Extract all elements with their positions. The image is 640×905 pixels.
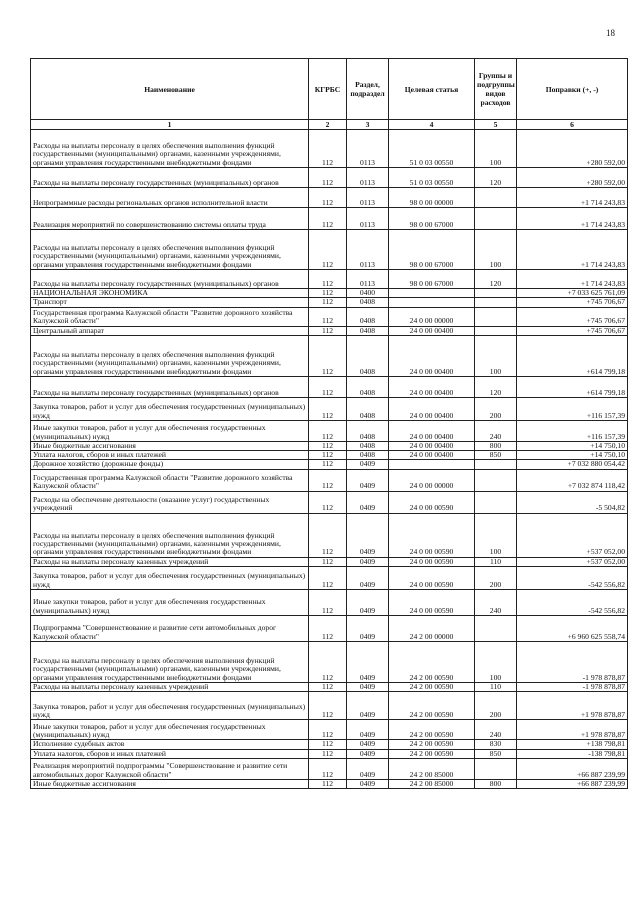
row-amendment: +116 157,39 xyxy=(517,397,628,420)
row-amendment: +1 714 243,83 xyxy=(517,270,628,289)
row-name: Иные бюджетные ассигнования xyxy=(31,779,309,788)
row-amendment: -542 556,82 xyxy=(517,590,628,616)
table-row xyxy=(31,420,628,441)
table-row xyxy=(31,557,628,566)
row-kgrbs: 112 xyxy=(309,720,347,740)
table-row xyxy=(31,683,628,692)
row-name: Расходы на выплаты персоналу в целях обеспечения выполнения функций государственными (муниципальными) органами, казенными учреждениями, органами управления государственными внебюджетными фондами xyxy=(31,230,309,270)
table-row xyxy=(31,740,628,749)
table-row xyxy=(31,335,628,376)
row-article: 24 0 00 00590 xyxy=(389,567,475,590)
row-razdel: 0113 xyxy=(347,208,389,230)
row-group: 240 xyxy=(475,720,517,740)
row-group: 100 xyxy=(475,130,517,168)
row-article: 51 0 03 00550 xyxy=(389,130,475,168)
row-amendment: +1 978 878,87 xyxy=(517,720,628,740)
row-amendment: +6 960 625 558,74 xyxy=(517,616,628,642)
row-article: 24 0 00 00000 xyxy=(389,469,475,491)
page-number: 18 xyxy=(606,28,615,38)
row-razdel: 0408 xyxy=(347,451,389,460)
row-name: Дорожное хозяйство (дорожные фонды) xyxy=(31,460,309,469)
row-razdel: 0408 xyxy=(347,376,389,397)
row-kgrbs: 112 xyxy=(309,758,347,779)
row-group xyxy=(475,298,517,307)
row-name: Иные закупки товаров, работ и услуг для обеспечения государственных (муниципальных) нужд xyxy=(31,590,309,616)
row-name: Расходы на выплаты персоналу в целях обеспечения выполнения функций государственными (муниципальными) органами, казенными учреждениями, органами управления государственными внебюджетными фондами xyxy=(31,335,309,376)
budget-amendments-table xyxy=(30,58,628,789)
row-kgrbs: 112 xyxy=(309,469,347,491)
row-razdel: 0113 xyxy=(347,168,389,188)
header-group: Группы и подгруппы видов расходов xyxy=(475,59,517,120)
row-kgrbs: 112 xyxy=(309,230,347,270)
row-group: 830 xyxy=(475,740,517,749)
row-group: 100 xyxy=(475,335,517,376)
colnum-5: 5 xyxy=(475,120,517,130)
row-amendment: +745 706,67 xyxy=(517,298,628,307)
row-group: 100 xyxy=(475,513,517,557)
row-kgrbs: 112 xyxy=(309,298,347,307)
colnum-4: 4 xyxy=(389,120,475,130)
row-amendment: +1 714 243,83 xyxy=(517,208,628,230)
table-row xyxy=(31,441,628,450)
colnum-1: 1 xyxy=(31,120,309,130)
row-kgrbs: 112 xyxy=(309,749,347,758)
row-article: 24 0 00 00590 xyxy=(389,590,475,616)
row-article: 24 0 00 00400 xyxy=(389,420,475,441)
row-name: Расходы на выплаты персоналу в целях обеспечения выполнения функций государственными (муниципальными) органами, казенными учреждениями, органами управления государственными внебюджетными фондами xyxy=(31,513,309,557)
row-name: Уплата налогов, сборов и иных платежей xyxy=(31,451,309,460)
row-razdel: 0113 xyxy=(347,270,389,289)
row-razdel: 0408 xyxy=(347,326,389,335)
row-razdel: 0408 xyxy=(347,420,389,441)
row-article: 24 0 00 00590 xyxy=(389,513,475,557)
colnum-3: 3 xyxy=(347,120,389,130)
row-kgrbs: 112 xyxy=(309,590,347,616)
row-article: 51 0 03 00550 xyxy=(389,168,475,188)
colnum-2: 2 xyxy=(309,120,347,130)
row-kgrbs: 112 xyxy=(309,441,347,450)
row-group: 120 xyxy=(475,270,517,289)
row-kgrbs: 112 xyxy=(309,397,347,420)
row-kgrbs: 112 xyxy=(309,616,347,642)
row-amendment: +14 750,10 xyxy=(517,441,628,450)
row-name: Расходы на выплаты персоналу казенных учреждений xyxy=(31,683,309,692)
row-kgrbs: 112 xyxy=(309,270,347,289)
table-row xyxy=(31,326,628,335)
row-article: 24 0 00 00590 xyxy=(389,491,475,513)
row-razdel: 0408 xyxy=(347,397,389,420)
row-amendment: -138 798,81 xyxy=(517,749,628,758)
row-article: 24 0 00 00400 xyxy=(389,376,475,397)
header-amend: Поправки (+, -) xyxy=(517,59,628,120)
row-group xyxy=(475,758,517,779)
row-article: 24 2 00 85000 xyxy=(389,758,475,779)
row-article: 24 0 00 00400 xyxy=(389,451,475,460)
row-razdel: 0409 xyxy=(347,749,389,758)
table-row xyxy=(31,298,628,307)
row-group: 240 xyxy=(475,590,517,616)
table-row xyxy=(31,289,628,298)
table-row xyxy=(31,491,628,513)
row-group xyxy=(475,188,517,208)
row-amendment: +537 052,00 xyxy=(517,513,628,557)
row-amendment: +745 706,67 xyxy=(517,307,628,326)
row-name: Закупка товаров, работ и услуг для обеспечения государственных (муниципальных) нужд xyxy=(31,692,309,720)
row-article: 24 2 00 00590 xyxy=(389,720,475,740)
row-kgrbs: 112 xyxy=(309,557,347,566)
row-name: Непрограммные расходы региональных органов исполнительной власти xyxy=(31,188,309,208)
table-row xyxy=(31,749,628,758)
row-name: Расходы на выплаты персоналу в целях обеспечения выполнения функций государственными (муниципальными) органами, казенными учреждениями, органами управления государственными внебюджетными фондами xyxy=(31,130,309,168)
row-amendment: +1 714 243,83 xyxy=(517,188,628,208)
row-name: Подпрограмма "Совершенствование и развитие сети автомобильных дорог Калужской области" xyxy=(31,616,309,642)
row-group: 100 xyxy=(475,230,517,270)
row-razdel: 0408 xyxy=(347,298,389,307)
row-article: 24 0 00 00400 xyxy=(389,335,475,376)
row-group xyxy=(475,208,517,230)
table-row xyxy=(31,567,628,590)
row-kgrbs: 112 xyxy=(309,289,347,298)
row-group: 200 xyxy=(475,397,517,420)
row-name: Расходы на выплаты персоналу государственных (муниципальных) органов xyxy=(31,270,309,289)
row-kgrbs: 112 xyxy=(309,460,347,469)
row-amendment: -542 556,82 xyxy=(517,567,628,590)
row-kgrbs: 112 xyxy=(309,683,347,692)
row-razdel: 0409 xyxy=(347,469,389,491)
row-article: 24 2 00 00590 xyxy=(389,692,475,720)
row-kgrbs: 112 xyxy=(309,491,347,513)
row-article: 24 2 00 00590 xyxy=(389,683,475,692)
row-amendment: +66 887 239,99 xyxy=(517,779,628,788)
table-row xyxy=(31,460,628,469)
row-kgrbs: 112 xyxy=(309,208,347,230)
row-amendment: +614 799,18 xyxy=(517,335,628,376)
row-article: 24 2 00 00000 xyxy=(389,616,475,642)
row-razdel: 0113 xyxy=(347,130,389,168)
header-razdel: Раздел, подраздел xyxy=(347,59,389,120)
row-razdel: 0409 xyxy=(347,460,389,469)
row-razdel: 0113 xyxy=(347,230,389,270)
row-group: 850 xyxy=(475,451,517,460)
row-razdel: 0409 xyxy=(347,683,389,692)
row-group: 800 xyxy=(475,441,517,450)
row-kgrbs: 112 xyxy=(309,376,347,397)
row-razdel: 0113 xyxy=(347,188,389,208)
table-row xyxy=(31,692,628,720)
row-razdel: 0409 xyxy=(347,642,389,683)
row-amendment: -1 978 878,87 xyxy=(517,642,628,683)
table-row xyxy=(31,616,628,642)
row-kgrbs: 112 xyxy=(309,130,347,168)
table-row xyxy=(31,188,628,208)
row-amendment: +1 978 878,87 xyxy=(517,692,628,720)
row-name: Государственная программа Калужской области "Развитие дорожного хозяйства Калужской области" xyxy=(31,469,309,491)
row-amendment: +537 052,00 xyxy=(517,557,628,566)
row-article: 24 2 00 00590 xyxy=(389,740,475,749)
row-kgrbs: 112 xyxy=(309,326,347,335)
row-razdel: 0409 xyxy=(347,692,389,720)
row-group: 120 xyxy=(475,376,517,397)
row-group: 200 xyxy=(475,567,517,590)
colnum-6: 6 xyxy=(517,120,628,130)
row-group xyxy=(475,616,517,642)
row-group: 110 xyxy=(475,557,517,566)
row-name: Реализация мероприятий по совершенствованию системы оплаты труда xyxy=(31,208,309,230)
row-article: 24 2 00 85000 xyxy=(389,779,475,788)
row-razdel: 0409 xyxy=(347,491,389,513)
row-razdel: 0409 xyxy=(347,740,389,749)
row-razdel: 0409 xyxy=(347,513,389,557)
row-razdel: 0409 xyxy=(347,720,389,740)
row-amendment: -5 504,82 xyxy=(517,491,628,513)
row-kgrbs: 112 xyxy=(309,642,347,683)
row-razdel: 0409 xyxy=(347,758,389,779)
row-group xyxy=(475,491,517,513)
row-razdel: 0409 xyxy=(347,557,389,566)
row-amendment: +14 750,10 xyxy=(517,451,628,460)
row-amendment: +614 799,18 xyxy=(517,376,628,397)
row-group: 120 xyxy=(475,168,517,188)
row-amendment: +280 592,00 xyxy=(517,130,628,168)
row-amendment: +1 714 243,83 xyxy=(517,230,628,270)
row-kgrbs: 112 xyxy=(309,513,347,557)
table-row xyxy=(31,270,628,289)
row-name: Центральный аппарат xyxy=(31,326,309,335)
row-amendment: +745 706,67 xyxy=(517,326,628,335)
row-razdel: 0408 xyxy=(347,335,389,376)
row-article: 98 0 00 67000 xyxy=(389,230,475,270)
row-name: Расходы на выплаты персоналу государственных (муниципальных) органов xyxy=(31,376,309,397)
row-group: 100 xyxy=(475,642,517,683)
row-kgrbs: 112 xyxy=(309,567,347,590)
row-name: Закупка товаров, работ и услуг для обеспечения государственных (муниципальных) нужд xyxy=(31,397,309,420)
row-article: 24 2 00 00590 xyxy=(389,749,475,758)
row-group: 850 xyxy=(475,749,517,758)
row-group: 110 xyxy=(475,683,517,692)
row-group xyxy=(475,326,517,335)
table-row xyxy=(31,230,628,270)
row-razdel: 0409 xyxy=(347,779,389,788)
row-amendment: +7 033 625 761,09 xyxy=(517,289,628,298)
row-amendment: +66 887 239,99 xyxy=(517,758,628,779)
table-row xyxy=(31,168,628,188)
row-name: Транспорт xyxy=(31,298,309,307)
row-article: 24 0 00 00400 xyxy=(389,326,475,335)
table-row xyxy=(31,397,628,420)
row-article xyxy=(389,460,475,469)
row-name: Иные закупки товаров, работ и услуг для обеспечения государственных (муниципальных) нужд xyxy=(31,720,309,740)
row-kgrbs: 112 xyxy=(309,779,347,788)
row-group: 800 xyxy=(475,779,517,788)
row-name: Исполнение судебных актов xyxy=(31,740,309,749)
row-name: Расходы на обеспечение деятельности (оказание услуг) государственных учреждений xyxy=(31,491,309,513)
header-name: Наименование xyxy=(31,59,309,120)
row-article: 98 0 00 67000 xyxy=(389,208,475,230)
row-razdel: 0409 xyxy=(347,567,389,590)
table-row xyxy=(31,307,628,326)
row-razdel: 0408 xyxy=(347,441,389,450)
table-row xyxy=(31,130,628,168)
row-group xyxy=(475,460,517,469)
header-kgrbs: КГРБС xyxy=(309,59,347,120)
row-group: 200 xyxy=(475,692,517,720)
row-kgrbs: 112 xyxy=(309,420,347,441)
row-amendment: +116 157,39 xyxy=(517,420,628,441)
row-article: 24 0 00 00400 xyxy=(389,441,475,450)
table-row xyxy=(31,469,628,491)
row-amendment: +7 032 874 118,42 xyxy=(517,469,628,491)
table-body xyxy=(31,130,628,789)
row-group xyxy=(475,289,517,298)
row-razdel: 0400 xyxy=(347,289,389,298)
table-row xyxy=(31,642,628,683)
row-group: 240 xyxy=(475,420,517,441)
row-article xyxy=(389,289,475,298)
table-row xyxy=(31,758,628,779)
table-row xyxy=(31,513,628,557)
table-row xyxy=(31,720,628,740)
row-amendment: +280 592,00 xyxy=(517,168,628,188)
row-kgrbs: 112 xyxy=(309,692,347,720)
row-article: 24 0 00 00400 xyxy=(389,397,475,420)
row-article: 24 0 00 00590 xyxy=(389,557,475,566)
row-name: Государственная программа Калужской области "Развитие дорожного хозяйства Калужской области" xyxy=(31,307,309,326)
row-article: 98 0 00 00000 xyxy=(389,188,475,208)
row-razdel: 0408 xyxy=(347,307,389,326)
row-amendment: +138 798,81 xyxy=(517,740,628,749)
row-name: Расходы на выплаты персоналу в целях обеспечения выполнения функций государственными (муниципальными) органами, казенными учреждениями, органами управления государственными внебюджетными фондами xyxy=(31,642,309,683)
row-kgrbs: 112 xyxy=(309,168,347,188)
row-name: НАЦИОНАЛЬНАЯ ЭКОНОМИКА xyxy=(31,289,309,298)
row-group xyxy=(475,307,517,326)
row-name: Уплата налогов, сборов и иных платежей xyxy=(31,749,309,758)
row-group xyxy=(475,469,517,491)
row-kgrbs: 112 xyxy=(309,188,347,208)
row-article xyxy=(389,298,475,307)
table-row xyxy=(31,376,628,397)
row-name: Иные бюджетные ассигнования xyxy=(31,441,309,450)
row-amendment: -1 978 878,87 xyxy=(517,683,628,692)
row-name: Реализация мероприятий подпрограммы "Совершенствование и развитие сети автомобильных дорог Калужской области" xyxy=(31,758,309,779)
row-razdel: 0409 xyxy=(347,590,389,616)
row-razdel: 0409 xyxy=(347,616,389,642)
row-article: 98 0 00 67000 xyxy=(389,270,475,289)
row-kgrbs: 112 xyxy=(309,307,347,326)
row-name: Иные закупки товаров, работ и услуг для обеспечения государственных (муниципальных) нужд xyxy=(31,420,309,441)
header-article: Целевая статья xyxy=(389,59,475,120)
row-name: Расходы на выплаты персоналу государственных (муниципальных) органов xyxy=(31,168,309,188)
row-kgrbs: 112 xyxy=(309,740,347,749)
row-kgrbs: 112 xyxy=(309,335,347,376)
row-name: Расходы на выплаты персоналу казенных учреждений xyxy=(31,557,309,566)
table-row xyxy=(31,208,628,230)
table-row xyxy=(31,451,628,460)
table-row xyxy=(31,590,628,616)
row-article: 24 2 00 00590 xyxy=(389,642,475,683)
row-name: Закупка товаров, работ и услуг для обеспечения государственных (муниципальных) нужд xyxy=(31,567,309,590)
table-row xyxy=(31,779,628,788)
row-article: 24 0 00 00000 xyxy=(389,307,475,326)
row-kgrbs: 112 xyxy=(309,451,347,460)
row-amendment: +7 032 880 054,42 xyxy=(517,460,628,469)
